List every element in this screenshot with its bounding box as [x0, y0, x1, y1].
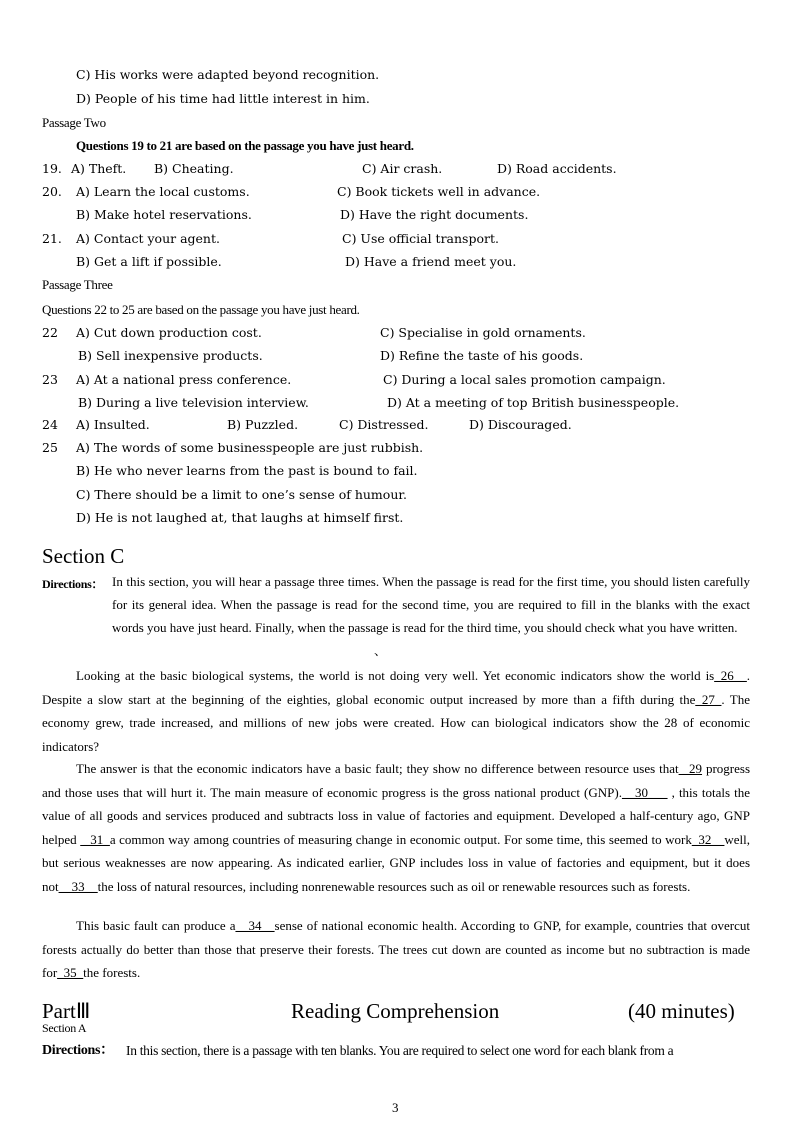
directions-label: Directions： — [42, 577, 104, 591]
page-number: 3 — [392, 1100, 399, 1115]
option-a: A) Insulted. — [76, 417, 150, 432]
directions-text: In this section, you will hear a passage three times. When the passage is read for the first time, you should listen carefully for its general idea. When the passage is read for the second time, you are required to fill in the blanks with the exact words you have just heard. Finally, when the passage is read for the third time, you should check what you have written. — [112, 574, 750, 635]
passage-three-title: Passage Three — [42, 277, 113, 292]
passage-three-instruction: Questions 22 to 25 are based on the passage you have just heard. — [42, 302, 360, 317]
part-time: (40 minutes) — [628, 999, 735, 1023]
option-d: D) He is not laughed at, that laughs at himself first. — [76, 510, 404, 525]
option-b: B) Make hotel reservations. — [76, 207, 252, 222]
blank-32: _32__ — [691, 831, 725, 847]
part-title: Reading Comprehension — [291, 999, 500, 1023]
option-c: C) His works were adapted beyond recognition. — [76, 67, 380, 82]
option-d: D) People of his time had little interest in him. — [76, 91, 370, 106]
question-number: 23 — [42, 372, 58, 387]
option-d: D) Discouraged. — [469, 417, 572, 432]
blank-34: __34__ — [235, 918, 275, 933]
option-b: B) During a live television interview. — [78, 395, 309, 410]
blank-30: __30___ — [621, 784, 668, 800]
blank-29: _29 — [678, 761, 703, 776]
option-c: C) Book tickets well in advance. — [337, 184, 541, 199]
option-b: B) Sell inexpensive products. — [78, 348, 263, 363]
option-d: D) Road accidents. — [497, 161, 617, 176]
option-b: B) Get a lift if possible. — [76, 254, 222, 269]
blank-35: _35_ — [57, 965, 84, 980]
section-c-heading: Section C — [42, 544, 125, 568]
option-b: B) Cheating. — [154, 161, 234, 176]
paragraph-3: This basic fault can produce a__34__sense of national economic health. According to GNP, for example, countries that overcut forests actually do better than those that preserve their forests. The trees cut down are counted as income but no subtraction is made for_35_the forests. — [42, 918, 751, 980]
passage-two-title: Passage Two — [42, 115, 106, 130]
option-a: A) At a national press conference. — [76, 372, 292, 387]
question-number: 19. — [42, 161, 62, 176]
option-c: C) There should be a limit to one’s sense of humour. — [76, 487, 407, 502]
option-c: C) Air crash. — [362, 161, 443, 176]
blank-27: _27_ — [695, 691, 722, 707]
question-number: 20. — [42, 184, 62, 199]
option-d: D) Refine the taste of his goods. — [380, 348, 584, 363]
option-c: C) Specialise in gold ornaments. — [380, 325, 586, 340]
option-a: A) The words of some businesspeople are just rubbish. — [76, 440, 424, 455]
option-d: D) At a meeting of top British businesspeople. — [387, 395, 680, 410]
blank-31: _31_ — [80, 831, 110, 847]
option-c: C) Distressed. — [339, 417, 429, 432]
option-a: A) Cut down production cost. — [76, 325, 262, 340]
question-number: 21. — [42, 231, 62, 246]
option-c: C) Use official transport. — [342, 231, 499, 246]
question-number: 25 — [42, 440, 58, 455]
question-number: 22 — [42, 325, 58, 340]
option-d: D) Have a friend meet you. — [345, 254, 517, 269]
question-number: 24 — [42, 417, 58, 432]
part3-directions: In this section, there is a passage with ten blanks. You are required to select one word for each blank from a — [126, 1043, 674, 1058]
blank-26: _26__ — [714, 668, 747, 683]
passage-two-instruction: Questions 19 to 21 are based on the passage you have just heard. — [76, 138, 414, 153]
paragraph-2: The answer is that the economic indicators have a basic fault; they show no difference between resource uses that _29 progress and those uses that will hurt it. The main measure of economic progress is the gross national product (GNP).__30___ , this totals the value of all goods and services produced and subtracts loss in value of factories and equipment. Developed a half-century ago, GNP helped _31_a common way among countries of measuring change in economic output. For some time, this seemed to work_32__well, but serious weaknesses are now appearing. As indicated earlier, GNP includes loss in value of factories and equipment, but it does not__33__the loss of natural resources, including nonrenewable resources such as oil or renewable resources such as forests. — [42, 761, 751, 894]
directions-label: Directions： — [42, 1043, 114, 1058]
option-d: D) Have the right documents. — [340, 207, 529, 222]
option-a: A) Contact your agent. — [76, 231, 220, 246]
part-label: PartⅢ — [42, 999, 91, 1023]
section-c-directions — [112, 570, 750, 639]
paragraph-1: Looking at the basic biological systems, the world is not doing very well. Yet economic indicators show the world is_26__. Despite a slow start at the beginning of the eighties, global economic output increased by more than a fifth during the_27_. The economy grew, trade increased, and millions of new jobs were created. How can biological indicators show the 28 of economic indicators? — [42, 668, 750, 754]
section-a-label: Section A — [42, 1021, 87, 1035]
option-a: A) Theft. — [71, 161, 127, 176]
option-a: A) Learn the local customs. — [76, 184, 250, 199]
option-c: C) During a local sales promotion campaign. — [383, 372, 666, 387]
option-b: B) Puzzled. — [227, 417, 299, 432]
option-b: B) He who never learns from the past is bound to fail. — [76, 463, 418, 478]
directions-mark: 、 — [374, 643, 387, 658]
blank-33: __33__ — [58, 878, 98, 894]
